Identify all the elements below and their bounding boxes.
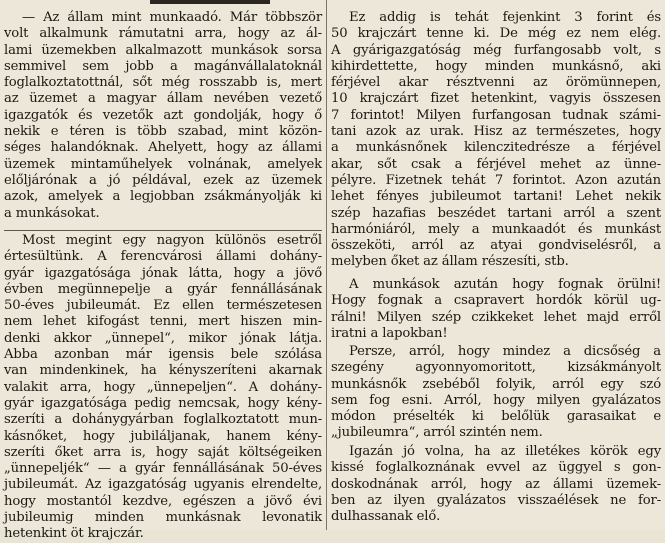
text-line: jubileumát. Az igazgatóság ugyanis elrendelte, [4, 477, 322, 493]
text-line: — Az állam mint munkaadó. Már többször [22, 10, 322, 25]
text-line: van mindenkinek, ha kényszeríteni akarnak [4, 363, 322, 379]
text-line: igazgatók és vezetők azt gondolják, hogy ő [4, 107, 322, 123]
text-line: azok, amelyek a legjobban zsákmányolják ki [4, 189, 322, 205]
text-line: kihirdettette, hogy minden munkásnő, aki [331, 58, 661, 74]
text-line: valakit arra, hogy „ünnepeljen“. A dohány- [4, 379, 322, 395]
text-line: akar, sőt csak a férjével mehet az ünne- [331, 156, 661, 172]
text-line: A munkások azután hogy fognak örülni! [349, 277, 661, 292]
paragraph-furfang [331, 10, 661, 271]
left-column [4, 0, 322, 542]
text-line: Igazán jó volna, ha az illetékes körök egy [349, 444, 661, 459]
text-line: „ünnepeljék“ — a gyár fennállásának 50-éves [4, 461, 322, 477]
text-line: rálni! Milyen szép czikkeket lehet majd erről [331, 309, 661, 325]
text-line: iratni a lapokban! [331, 325, 448, 341]
text-line: a munkásnőnek kilenczitedrésze a férjével [331, 140, 661, 156]
text-line: Hogy fognak a csapravert hordók körül ug- [331, 293, 661, 309]
text-line: denki akkor „ünnepel“, mikor jónak látja. [4, 330, 322, 346]
text-line: 50 krajczárt tenne ki. De még ez nem elég. [331, 26, 661, 42]
text-line: kissé foglalkoznának evvel az üggyel s gon- [331, 460, 661, 476]
text-line: szeríti a dohánygyárban foglalkoztatott mun- [4, 412, 322, 428]
text-line: szeríti őket arra is, hogy saját költségeiken [4, 444, 322, 460]
text-line: gyár igazgatósága jónak látta, hogy a jövő [4, 265, 322, 281]
text-line: tani azok az urak. Hisz az természetes, hogy [331, 124, 661, 140]
text-line: Abba azonban már igensis bele szólása [4, 347, 322, 363]
text-line: munkásnők zsebéből folyik, arról egy szó [331, 376, 661, 392]
paragraph-munkasok-orulni [331, 277, 661, 342]
article-dohanygyar-jubileum [4, 233, 322, 543]
article-allam-mint-munkaado [4, 10, 322, 222]
text-line: lami üzemekben alkalmazott munkások sorsa [4, 42, 322, 58]
text-line: módon préselték ki belőlük garasaikat e [331, 409, 661, 425]
text-line: nekik e téren is több szabad, mint közön- [4, 124, 322, 140]
text-line: összeköti, arról az atyai gondviselésről, a [331, 238, 661, 254]
text-line: 10 krajczárt fizet hetenkint, vagyis összesen [331, 91, 661, 107]
text-line: „jubileumra“, arról szintén nem. [331, 425, 543, 441]
text-line: A gyárigazgatóság még furfangosabb volt, s [331, 42, 661, 58]
text-line: melyben őket az állam részesíti, stb. [331, 254, 569, 270]
text-line: Ez addig is tehát fejenkint 3 forint és [349, 10, 661, 25]
column-divider [4, 230, 322, 231]
paragraph-igazan [331, 444, 661, 525]
text-line: kásnőket, hogy jubiláljanak, hanem kény- [4, 428, 322, 444]
text-line: Persze, arról, hogy mindez a dicsőség a [349, 344, 661, 359]
text-line: a munkásokat. [4, 205, 100, 221]
text-line: szegény agyonnyomoritott, kizsákmányolt [331, 360, 661, 376]
text-line: Most megint egy nagyon különös esetről [22, 233, 322, 248]
text-line: semmivel sem jobb a magánvállalatoknál [4, 58, 322, 74]
text-line: hogy mostantól kezdve, egészen a jövő évi [4, 493, 322, 509]
text-line: foglalkoztatottnál, sőt még rosszabb is, mert [4, 75, 322, 91]
text-line: séges halandóknak. Ahelyett, hogy az állami [4, 140, 322, 156]
text-line: dulhassanak elő. [331, 509, 441, 525]
text-line: volt alkalmunk rámutatni arra, hogy az ál- [4, 26, 322, 42]
text-line: doskodnának arról, hogy az állami üzemek- [331, 476, 661, 492]
text-line: gyár igazgatósága pedig nemcsak, hogy kény- [4, 395, 322, 411]
text-line: hetenkint öt krajczár. [4, 526, 144, 542]
text-line: lehet fényes jubileumot tartani! Lehet nekik [331, 189, 661, 205]
text-line: sem fog esni. Arról, hogy milyen gyalázatos [331, 392, 661, 408]
text-line: értesültünk. A ferencvárosi állami dohány- [4, 249, 322, 265]
text-line: 50-éves jubileumát. Ez ellen természetesen [4, 298, 322, 314]
text-line: szép hazafias beszédet tartani arról a szent [331, 205, 661, 221]
text-line: harmóniáról, mely a munkaadót és munkást [331, 221, 661, 237]
right-column [331, 0, 661, 530]
text-line: előljárónak a jó példával, ezek az üzemek [4, 172, 322, 188]
text-line: üzemek mintaműhelyek volnának, amelyek [4, 156, 322, 172]
text-line: évben megünnepelje a gyár fennállásának [4, 281, 322, 297]
text-line: jubileumig minden munkásnak levonatik [4, 510, 322, 526]
text-line: 7 forintot! Milyen furfangosan tudnak számi- [331, 107, 661, 123]
paragraph-persze [331, 344, 661, 442]
column-separator [326, 0, 327, 530]
text-line: nem lehet kifogást tenni, mert hiszen min- [4, 314, 322, 330]
text-line: ben az ilyen gyalázatos visszaélések ne for- [331, 492, 661, 508]
text-line: pélyre. Fizetnek tehát 7 forintot. Azon azután [331, 172, 661, 188]
text-line: az üzemet a magyar állam nevében vezető [4, 91, 322, 107]
text-line: férjével akar résztvenni az örömünnepen, [331, 75, 661, 91]
